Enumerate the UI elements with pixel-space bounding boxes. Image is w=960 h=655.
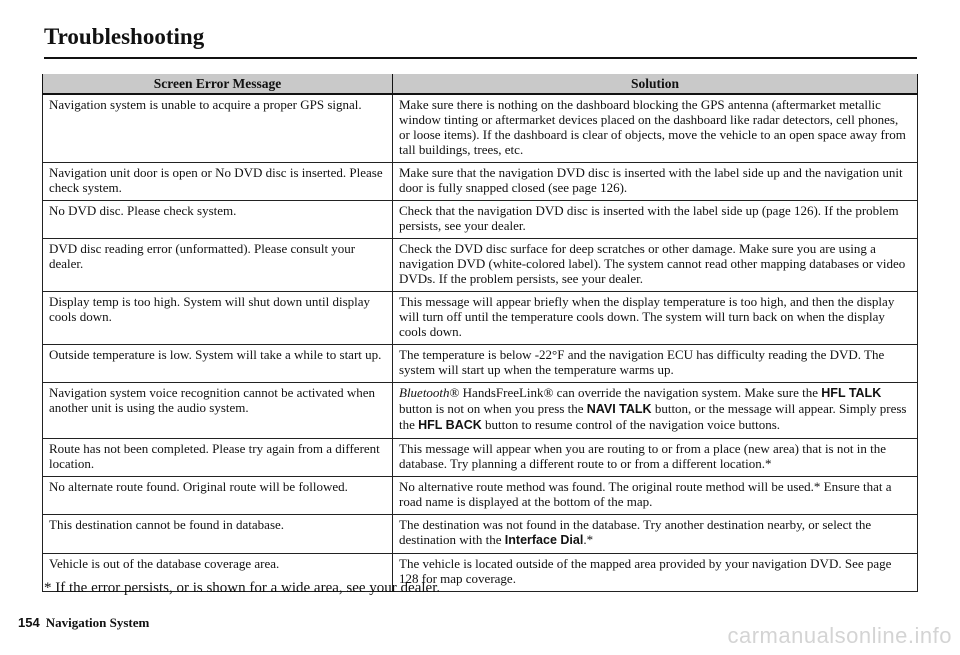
error-message-cell: DVD disc reading error (unformatted). Please consult your dealer.	[43, 239, 393, 292]
solution-cell: The temperature is below -22°F and the navigation ECU has difficulty reading the DVD. The system will start up when the temperature warms up.	[393, 345, 918, 383]
solution-text: button, or the message will appear. Simply press the	[399, 401, 907, 432]
solution-cell: Make sure that the navigation DVD disc is inserted with the label side up and the navigation unit door is fully snapped closed (see page 126).	[393, 163, 918, 201]
table-row	[43, 94, 918, 163]
table-row	[43, 439, 918, 477]
footnote: * If the error persists, or is shown for a wide area, see your dealer.	[44, 580, 441, 596]
solution-text: button is not on when you press the	[399, 401, 587, 416]
interface-dial-label: Interface Dial	[504, 533, 584, 547]
solution-cell: Check that the navigation DVD disc is inserted with the label side up (page 126). If the problem persists, see your dealer.	[393, 201, 918, 239]
hfl-back-button-label: HFL BACK	[418, 418, 482, 432]
table-row	[43, 163, 918, 201]
solution-cell	[393, 383, 918, 439]
table-row	[43, 383, 918, 439]
table-row	[43, 201, 918, 239]
table-row	[43, 477, 918, 515]
page-number: 154	[18, 615, 40, 630]
error-message-cell: Display temp is too high. System will shut down until display cools down.	[43, 292, 393, 345]
error-message-table	[42, 74, 918, 592]
navi-talk-button-label: NAVI TALK	[586, 402, 652, 416]
page-footer	[18, 615, 149, 631]
solution-cell: This message will appear when you are routing to or from a place (new area) that is not in the database. Try planning a different route to or from a different location.*	[393, 439, 918, 477]
error-message-cell: This destination cannot be found in database.	[43, 515, 393, 554]
error-message-cell: Navigation system voice recognition cannot be activated when another unit is using the audio system.	[43, 383, 393, 439]
table-row	[43, 239, 918, 292]
solution-cell: The vehicle is located outside of the mapped area provided by your navigation DVD. See page 128 for map coverage.	[393, 554, 918, 592]
watermark: carmanualsonline.info	[727, 623, 952, 648]
solution-text: ® HandsFreeLink® can override the navigation system. Make sure the	[449, 385, 822, 400]
error-message-cell: Navigation system is unable to acquire a proper GPS signal.	[43, 94, 393, 163]
error-message-cell: Route has not been completed. Please try again from a different location.	[43, 439, 393, 477]
solution-cell: No alternative route method was found. The original route method will be used.* Ensure that a road name is displayed at the bottom of the map.	[393, 477, 918, 515]
error-message-cell: Navigation unit door is open or No DVD disc is inserted. Please check system.	[43, 163, 393, 201]
hfl-talk-button-label: HFL TALK	[821, 386, 882, 400]
error-message-cell: No DVD disc. Please check system.	[43, 201, 393, 239]
column-header-message: Screen Error Message	[43, 74, 393, 94]
solution-text: The destination was not found in the database. Try another destination nearby, or select the destination with the	[399, 517, 872, 547]
section-name: Navigation System	[45, 615, 150, 630]
table-row	[43, 515, 918, 554]
solution-text: button to resume control of the navigation voice buttons.	[481, 417, 781, 432]
solution-text: .*	[583, 532, 594, 547]
error-message-cell: Outside temperature is low. System will take a while to start up.	[43, 345, 393, 383]
solution-cell: This message will appear briefly when the display temperature is too high, and then the display will turn off until the temperature cools down. The system will turn back on when the display cools down.	[393, 292, 918, 345]
table-row	[43, 345, 918, 383]
page-title: Troubleshooting	[44, 24, 205, 49]
title-divider	[44, 57, 917, 59]
column-header-solution: Solution	[393, 74, 918, 94]
table-row	[43, 292, 918, 345]
solution-cell: Make sure there is nothing on the dashboard blocking the GPS antenna (aftermarket metallic window tinting or aftermarket devices placed on the dashboard like radar detectors, cell phones, or loose items). If the dashboard is clear of objects, move the vehicle to an open space away from tall buildings, trees, etc.	[393, 94, 918, 163]
error-message-cell: Vehicle is out of the database coverage area.	[43, 554, 393, 592]
table-header-row	[43, 74, 918, 94]
solution-cell	[393, 515, 918, 554]
solution-cell: Check the DVD disc surface for deep scratches or other damage. Make sure you are using a navigation DVD (white-colored label). The system cannot read other mapping databases or video DVDs. If the problem persists, see your dealer.	[393, 239, 918, 292]
error-message-cell: No alternate route found. Original route will be followed.	[43, 477, 393, 515]
bluetooth-term: Bluetooth	[399, 385, 450, 400]
